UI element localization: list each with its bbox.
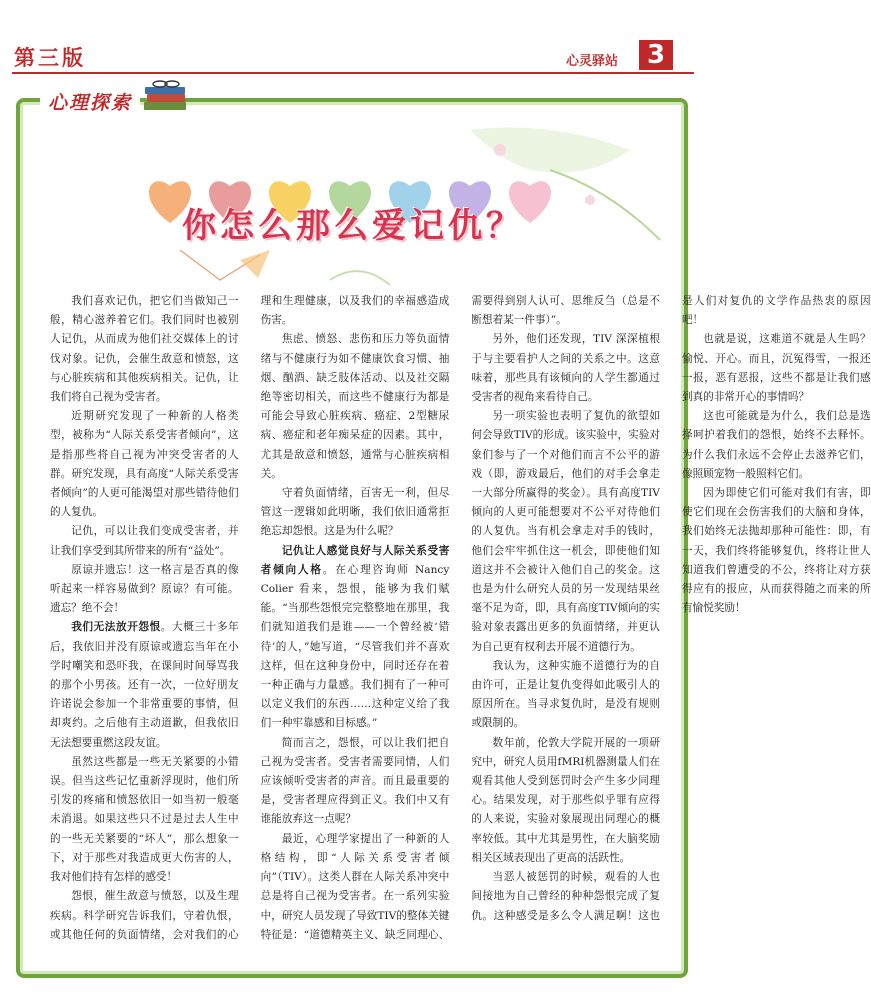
books-icon [142,78,190,112]
article-paragraph [50,407,239,522]
article-paragraph [50,753,239,887]
header-rule [12,72,694,74]
article-paragraph [471,407,660,657]
paragraph-text: 。在心理咨询师 Nancy Colier 看来，怨恨，能够为我们赋能。“当那些怨恨完完整整地在那里，我们就知道我们是谁——一个曾经被‘错待’的人，”她写道，“尽管我们并不喜欢这样，但在这种身份中，同时还存在着一种正确与力量感。我们拥有了一种可以定义我们的东西……这种定义给了我们一种牢靠感和目标感。” [260,563,450,730]
article-title: 你怎么那么爱记仇？ [182,206,524,246]
paragraph-text: 我们喜欢记仇，把它们当做知己一般，精心滋养着它们。我们同时也被别人记仇，从而成为他们社交媒体上的讨伐对象。记仇，会催生敌意和愤怒，这与心脏疾病和其他疾病相关。记仇，让我们将自己视为受害者。 [50,295,239,404]
paragraph-text: 数年前，伦敦大学院开展的一项研究中，研究人员用fMRI机器测量人们在观看其他人受到惩罚时会产生多少同理心。结果发现，对于那些似乎罪有应得的人来说，实验对象展现出同理心的概率较低。其中尤其是男性，在大脑奖励相关区域表现出了更高的活跃性。 [471,736,660,864]
article-paragraph [261,734,450,830]
paragraph-text: 焦虑、愤怒、悲伤和压力等负面情绪与不健康行为如不健康饮食习惯、抽烟、酗酒、缺乏肢体活动、以及社交隔绝等密切相关，而这些不健康行为都是可能会导致心脏疾病、癌症、2型糖尿病、癌症和老年痴呆症的因素。其中，尤其是敌意和愤怒，通常与心脏疾病相关。 [260,333,450,480]
article-paragraph [261,542,450,734]
paragraph-text: 守着负面情绪，百害无一利，但尽管这一逻辑如此明晰，我们依旧通常拒绝忘却怨恨。这是为什么呢？ [260,487,450,538]
paragraph-text: 这也可能就是为什么，我们总是选择呵护着我们的怨恨，始终不去释怀。为什么我们永远不会停止去滋养它们，像照顾宠物一般照料它们。 [681,410,871,480]
article-paragraph [682,484,871,618]
paragraph-text: 记仇，可以让我们变成受害者，并让我们享受到其所带来的所有“益处”。 [50,525,239,557]
edition-label: 第三版 [14,46,86,70]
paragraph-text: 简而言之，怨恨，可以让我们把自己视为受害者。受害者需要同情，人们应该倾听受害者的声音。而且最重要的是，受害者理应得到正义。我们中又有谁能放弃这一点呢？ [260,736,450,826]
paragraph-text: 怨恨，催生敌意与愤怒，以及生理疾病。科学研究告诉我们，守着仇恨，或其他任何的负面情绪，会对我们的心理和生理健康，以及我们的幸福感造成伤害。 [50,295,450,941]
article-paragraph [50,292,239,407]
article-paragraph [261,330,450,484]
paragraph-text: 另一项实验也表明了复仇的欲望如何会导致TIV的形成。该实验中，实验对象们参与了一个对他们而言不公平的游戏（即，游戏最后，他们的对手会拿走一大部分所赢得的奖金）。具有高度TIV倾向的人更可能想要对不公平对待他们的人复仇。当有机会拿走对手的钱时，他们会牢牢抓住这一机会，即使他们知道这并不会被计入他们自己的奖金。这也是为什么研究人员的另一发现结果丝毫不足为奇，即，具有高度TIV倾向的实验对象表露出更多的负面情绪，并更认为自己更有权利去开展不道德行为。 [471,410,660,653]
paragraph-text: 。大概三十多年后，我依旧并没有原谅或遗忘当年在小学时嘲笑和恐吓我，在课间时间辱骂我的那个小男孩。还有一次，一位好朋友许诺说会参加一个非常重要的事情，但却爽约。之后他有主动道歉，但我依旧无法想要重燃这段友谊。 [50,621,239,749]
article-paragraph [471,657,660,734]
article-paragraph [471,330,660,407]
paragraph-text: 最近，心理学家提出了一种新的人格结构，即“人际关系受害者倾向”（TIV）。这类人群在人际关系冲突中总是将自己视为受害者。在一系列实验中，研究人员发现了导致TIV的整体关键特征是：“道德精英主义、缺乏同理心、需要得到别人认可、思维反刍（总是不断想着某一件事）”。 [260,295,660,941]
article-body [50,292,871,960]
paragraph-lead: 记仇让人感觉良好与人际关系受害者倾向人格 [260,544,450,576]
article-paragraph [261,484,450,542]
paragraph-text: 近期研究发现了一种新的人格类型，被称为“人际关系受害者倾向”，这是指那些将自己视为冲突受害者的人群。研究发现，具有高度“人际关系受害者倾向”的人更可能渴望对那些错待他们的人复仇。 [50,410,239,519]
paragraph-text: 因为即使它们可能对我们有害，即使它们现在会伤害我们的大脑和身体，我们始终无法抛却那种可能性：即，有一天，我们终将能够复仇，终将让世人知道我们曾遭受的不公，终将让对方获得应有的报应，从而获得随之而来的所有愉悦奖励！ [681,487,871,615]
paragraph-text: 另外，他们还发现，TIV 深深植根于与主要看护人之间的关系之中。这意味着，那些具有该倾向的人学生都通过受害者的视角来看待自己。 [471,333,660,404]
section-name: 心灵驿站 [566,54,619,69]
article-paragraph [50,561,239,619]
article-paragraph [50,522,239,560]
article-paragraph [471,734,660,868]
paragraph-text: 原谅并遗忘！这一格言是否真的像听起来一样容易做到？原谅？有可能。遗忘？绝不会！ [50,563,239,615]
paragraph-text: 也就是说，这难道不就是人生吗？愉悦、开心。而且，沉冤得雪，一报还一报，恶有恶报，这些不都是让我们感到真的非常开心的事情吗？ [681,333,871,404]
column-label: 心理探索 [40,88,140,115]
paragraph-text: 我认为，这种实施不道德行为的自由许可，正是让复仇变得如此吸引人的原因所在。当寻求复仇时，是没有规则或限制的。 [471,659,660,730]
paragraph-text: 虽然这些都是一些无关紧要的小错误。但当这些记忆重新浮现时，他们所引发的疼痛和愤怒依旧一如当初一般毫未消退。如果这些只不过是过去人生中的一些无关紧要的“坏人”，那么想象一下，对于那些对我造成更大伤害的人，我对他们持有怎样的感受！ [50,755,239,884]
article-paragraph [682,330,871,407]
page-number: 3 [639,40,673,70]
paragraph-text: 当恶人被惩罚的时候，观看的人也间接地为自己曾经的种种怨恨完成了复仇。这种感受是多么令人满足啊！这也是人们对复仇的文学作品热衷的原因吧！ [471,295,871,922]
article-paragraph [50,618,239,752]
page-header [0,0,706,70]
article-paragraph [682,407,871,484]
paragraph-lead: 我们无法放开怨恨 [71,621,161,634]
